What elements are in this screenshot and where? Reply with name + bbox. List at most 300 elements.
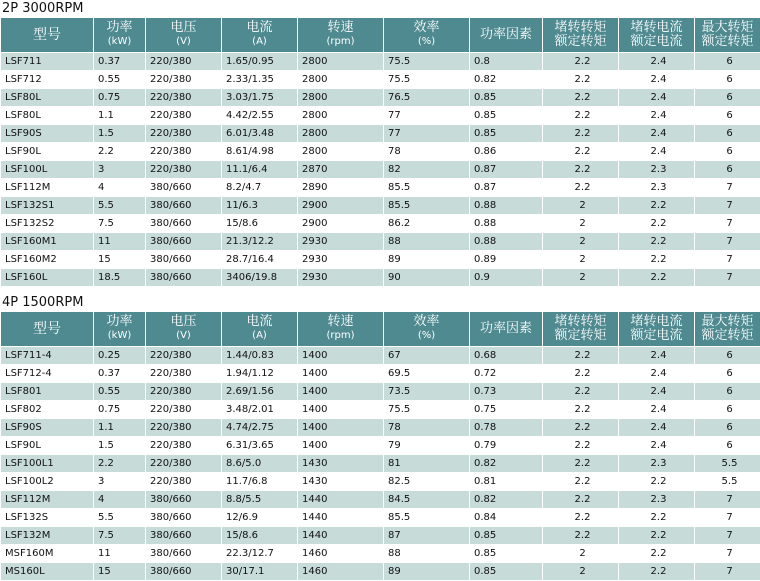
- cell-current: 6.01/3.48: [222, 125, 298, 143]
- header-max-torque-ratio: 最大转矩 额定转矩: [695, 312, 760, 347]
- cell-efficiency: 82.5: [384, 473, 470, 491]
- cell-efficiency: 81: [384, 455, 470, 473]
- cell-power-factor: 0.85: [470, 89, 543, 107]
- cell-voltage: 220/380: [146, 107, 222, 125]
- cell-locked-torque-ratio: 2.2: [543, 401, 619, 419]
- cell-power: 5.5: [94, 509, 146, 527]
- cell-max-torque-ratio: 5.5: [695, 473, 760, 491]
- cell-locked-current-ratio: 2.4: [619, 401, 695, 419]
- cell-max-torque-ratio: 6: [695, 71, 760, 89]
- cell-locked-current-ratio: 2.4: [619, 89, 695, 107]
- cell-voltage: 220/380: [146, 347, 222, 365]
- cell-max-torque-ratio: 5.5: [695, 455, 760, 473]
- cell-model: LSF100L1: [1, 455, 94, 473]
- cell-speed: 2900: [298, 215, 384, 233]
- cell-max-torque-ratio: 6: [695, 347, 760, 365]
- cell-power: 0.55: [94, 71, 146, 89]
- cell-current: 8.6/5.0: [222, 455, 298, 473]
- header-locked-torque-ratio: 堵转转矩 额定转矩: [543, 312, 619, 347]
- cell-current: 11/6.3: [222, 197, 298, 215]
- cell-model: LSF132M: [1, 527, 94, 545]
- section-gap: [0, 287, 760, 294]
- header-current: 电流 (A): [222, 312, 298, 347]
- cell-speed: 1460: [298, 545, 384, 563]
- cell-power-factor: 0.85: [470, 107, 543, 125]
- cell-locked-torque-ratio: 2.2: [543, 365, 619, 383]
- cell-power: 4: [94, 179, 146, 197]
- cell-max-torque-ratio: 6: [695, 437, 760, 455]
- cell-speed: 1440: [298, 527, 384, 545]
- cell-power-factor: 0.81: [470, 473, 543, 491]
- cell-locked-current-ratio: 2.2: [619, 269, 695, 287]
- header-model: 型号: [1, 18, 94, 53]
- cell-efficiency: 75.5: [384, 71, 470, 89]
- cell-current: 1.65/0.95: [222, 53, 298, 71]
- cell-locked-torque-ratio: 2: [543, 545, 619, 563]
- table-row: [1, 365, 760, 383]
- cell-locked-current-ratio: 2.4: [619, 125, 695, 143]
- cell-model: LSF802: [1, 401, 94, 419]
- spec-table: [0, 311, 760, 581]
- cell-model: MS160L: [1, 563, 94, 581]
- cell-power-factor: 0.82: [470, 71, 543, 89]
- cell-speed: 2900: [298, 197, 384, 215]
- table-row: [1, 233, 760, 251]
- header-efficiency: 效率 (%): [384, 312, 470, 347]
- cell-locked-torque-ratio: 2.2: [543, 347, 619, 365]
- cell-model: LSF711-4: [1, 347, 94, 365]
- cell-locked-torque-ratio: 2: [543, 197, 619, 215]
- cell-efficiency: 88: [384, 545, 470, 563]
- cell-power-factor: 0.88: [470, 215, 543, 233]
- cell-power: 0.37: [94, 53, 146, 71]
- cell-locked-current-ratio: 2.4: [619, 347, 695, 365]
- cell-speed: 1400: [298, 383, 384, 401]
- cell-efficiency: 78: [384, 143, 470, 161]
- cell-power-factor: 0.87: [470, 179, 543, 197]
- cell-max-torque-ratio: 6: [695, 383, 760, 401]
- cell-speed: 2800: [298, 89, 384, 107]
- cell-max-torque-ratio: 7: [695, 179, 760, 197]
- cell-model: LSF80L: [1, 107, 94, 125]
- cell-model: LSF132S1: [1, 197, 94, 215]
- cell-locked-current-ratio: 2.4: [619, 365, 695, 383]
- cell-max-torque-ratio: 6: [695, 401, 760, 419]
- cell-model: LSF801: [1, 383, 94, 401]
- cell-speed: 1460: [298, 563, 384, 581]
- cell-efficiency: 76.5: [384, 89, 470, 107]
- cell-power: 1.1: [94, 419, 146, 437]
- cell-efficiency: 86.2: [384, 215, 470, 233]
- cell-current: 15/8.6: [222, 215, 298, 233]
- cell-power-factor: 0.88: [470, 233, 543, 251]
- cell-speed: 1400: [298, 437, 384, 455]
- cell-locked-current-ratio: 2.2: [619, 197, 695, 215]
- cell-efficiency: 84.5: [384, 491, 470, 509]
- header-row: [1, 18, 760, 53]
- cell-power-factor: 0.87: [470, 161, 543, 179]
- cell-efficiency: 89: [384, 251, 470, 269]
- table-row: [1, 71, 760, 89]
- table-row: [1, 437, 760, 455]
- cell-locked-torque-ratio: 2.2: [543, 107, 619, 125]
- cell-power-factor: 0.68: [470, 347, 543, 365]
- cell-voltage: 220/380: [146, 71, 222, 89]
- cell-efficiency: 79: [384, 437, 470, 455]
- cell-power-factor: 0.8: [470, 53, 543, 71]
- header-power-factor: 功率因素: [470, 312, 543, 347]
- cell-power-factor: 0.79: [470, 437, 543, 455]
- cell-model: MSF160M: [1, 545, 94, 563]
- cell-locked-current-ratio: 2.4: [619, 383, 695, 401]
- cell-power: 1.1: [94, 107, 146, 125]
- table-row: [1, 491, 760, 509]
- cell-current: 3406/19.8: [222, 269, 298, 287]
- cell-locked-torque-ratio: 2.2: [543, 473, 619, 491]
- cell-power: 0.25: [94, 347, 146, 365]
- table-row: [1, 143, 760, 161]
- cell-model: LSF90S: [1, 125, 94, 143]
- cell-power: 2.2: [94, 143, 146, 161]
- cell-max-torque-ratio: 6: [695, 89, 760, 107]
- cell-current: 21.3/12.2: [222, 233, 298, 251]
- header-speed: 转速 (rpm): [298, 18, 384, 53]
- cell-current: 30/17.1: [222, 563, 298, 581]
- cell-locked-torque-ratio: 2.2: [543, 179, 619, 197]
- cell-locked-torque-ratio: 2.2: [543, 509, 619, 527]
- table-row: [1, 125, 760, 143]
- cell-current: 1.44/0.83: [222, 347, 298, 365]
- cell-power: 1.5: [94, 125, 146, 143]
- header-power: 功率 (kW): [94, 18, 146, 53]
- cell-current: 3.03/1.75: [222, 89, 298, 107]
- cell-model: LSF132S: [1, 509, 94, 527]
- cell-power-factor: 0.85: [470, 527, 543, 545]
- cell-current: 28.7/16.4: [222, 251, 298, 269]
- cell-power: 11: [94, 545, 146, 563]
- cell-model: LSF712: [1, 71, 94, 89]
- cell-efficiency: 89: [384, 563, 470, 581]
- table-row: [1, 215, 760, 233]
- cell-power: 15: [94, 563, 146, 581]
- cell-max-torque-ratio: 7: [695, 269, 760, 287]
- cell-speed: 2870: [298, 161, 384, 179]
- cell-power-factor: 0.82: [470, 491, 543, 509]
- cell-power: 2.2: [94, 455, 146, 473]
- cell-locked-torque-ratio: 2: [543, 233, 619, 251]
- header-model: 型号: [1, 312, 94, 347]
- table-row: [1, 53, 760, 71]
- cell-efficiency: 75.5: [384, 53, 470, 71]
- cell-max-torque-ratio: 6: [695, 107, 760, 125]
- cell-voltage: 220/380: [146, 53, 222, 71]
- cell-power: 0.37: [94, 365, 146, 383]
- cell-power: 0.75: [94, 401, 146, 419]
- cell-efficiency: 75.5: [384, 401, 470, 419]
- cell-model: LSF112M: [1, 491, 94, 509]
- cell-model: LSF711: [1, 53, 94, 71]
- cell-locked-torque-ratio: 2.2: [543, 491, 619, 509]
- cell-locked-torque-ratio: 2.2: [543, 53, 619, 71]
- cell-locked-current-ratio: 2.2: [619, 251, 695, 269]
- cell-speed: 2930: [298, 233, 384, 251]
- cell-voltage: 220/380: [146, 437, 222, 455]
- cell-speed: 1430: [298, 455, 384, 473]
- cell-model: LSF112M: [1, 179, 94, 197]
- header-power: 功率 (kW): [94, 312, 146, 347]
- cell-max-torque-ratio: 7: [695, 197, 760, 215]
- cell-power-factor: 0.85: [470, 125, 543, 143]
- cell-voltage: 380/660: [146, 491, 222, 509]
- table-row: [1, 527, 760, 545]
- header-locked-current-ratio: 堵转电流 额定电流: [619, 312, 695, 347]
- cell-max-torque-ratio: 7: [695, 563, 760, 581]
- cell-locked-torque-ratio: 2: [543, 563, 619, 581]
- cell-efficiency: 77: [384, 107, 470, 125]
- cell-locked-current-ratio: 2.2: [619, 215, 695, 233]
- header-voltage: 电压 (V): [146, 312, 222, 347]
- cell-max-torque-ratio: 7: [695, 545, 760, 563]
- cell-current: 11.1/6.4: [222, 161, 298, 179]
- cell-locked-current-ratio: 2.2: [619, 545, 695, 563]
- cell-power-factor: 0.84: [470, 509, 543, 527]
- header-max-torque-ratio: 最大转矩 额定转矩: [695, 18, 760, 53]
- cell-voltage: 220/380: [146, 419, 222, 437]
- cell-locked-current-ratio: 2.3: [619, 491, 695, 509]
- cell-power: 0.75: [94, 89, 146, 107]
- header-locked-torque-ratio: 堵转转矩 额定转矩: [543, 18, 619, 53]
- cell-voltage: 220/380: [146, 365, 222, 383]
- cell-voltage: 220/380: [146, 143, 222, 161]
- cell-model: LSF160L: [1, 269, 94, 287]
- cell-voltage: 380/660: [146, 545, 222, 563]
- cell-max-torque-ratio: 7: [695, 215, 760, 233]
- cell-speed: 2800: [298, 53, 384, 71]
- cell-locked-current-ratio: 2.2: [619, 509, 695, 527]
- cell-power-factor: 0.72: [470, 365, 543, 383]
- cell-efficiency: 85.5: [384, 509, 470, 527]
- table-row: [1, 89, 760, 107]
- cell-max-torque-ratio: 6: [695, 419, 760, 437]
- cell-power: 3: [94, 473, 146, 491]
- cell-locked-torque-ratio: 2.2: [543, 419, 619, 437]
- cell-model: LSF160M2: [1, 251, 94, 269]
- cell-locked-current-ratio: 2.2: [619, 233, 695, 251]
- cell-current: 4.42/2.55: [222, 107, 298, 125]
- cell-locked-current-ratio: 2.3: [619, 455, 695, 473]
- cell-current: 15/8.6: [222, 527, 298, 545]
- cell-power: 3: [94, 161, 146, 179]
- cell-efficiency: 73.5: [384, 383, 470, 401]
- cell-locked-current-ratio: 2.3: [619, 161, 695, 179]
- table-row: [1, 269, 760, 287]
- cell-locked-torque-ratio: 2.2: [543, 437, 619, 455]
- header-locked-current-ratio: 堵转电流 额定电流: [619, 18, 695, 53]
- cell-voltage: 220/380: [146, 161, 222, 179]
- cell-locked-torque-ratio: 2.2: [543, 143, 619, 161]
- cell-power: 7.5: [94, 527, 146, 545]
- cell-power: 1.5: [94, 437, 146, 455]
- cell-locked-torque-ratio: 2.2: [543, 455, 619, 473]
- cell-max-torque-ratio: 7: [695, 527, 760, 545]
- cell-power: 18.5: [94, 269, 146, 287]
- header-efficiency: 效率 (%): [384, 18, 470, 53]
- cell-speed: 2800: [298, 107, 384, 125]
- cell-locked-current-ratio: 2.4: [619, 53, 695, 71]
- cell-efficiency: 90: [384, 269, 470, 287]
- cell-current: 6.31/3.65: [222, 437, 298, 455]
- cell-power: 15: [94, 251, 146, 269]
- table-row: [1, 107, 760, 125]
- cell-efficiency: 85.5: [384, 197, 470, 215]
- cell-model: LSF100L: [1, 161, 94, 179]
- cell-max-torque-ratio: 7: [695, 251, 760, 269]
- cell-speed: 2930: [298, 269, 384, 287]
- cell-voltage: 380/660: [146, 563, 222, 581]
- cell-max-torque-ratio: 6: [695, 365, 760, 383]
- cell-locked-torque-ratio: 2.2: [543, 527, 619, 545]
- cell-power-factor: 0.85: [470, 545, 543, 563]
- header-row: [1, 312, 760, 347]
- cell-current: 8.61/4.98: [222, 143, 298, 161]
- section-title: 4P 1500RPM: [0, 294, 760, 311]
- cell-efficiency: 88: [384, 233, 470, 251]
- cell-max-torque-ratio: 7: [695, 491, 760, 509]
- table-row: [1, 509, 760, 527]
- cell-max-torque-ratio: 7: [695, 509, 760, 527]
- cell-efficiency: 85.5: [384, 179, 470, 197]
- cell-max-torque-ratio: 6: [695, 143, 760, 161]
- header-speed: 转速 (rpm): [298, 312, 384, 347]
- cell-model: LSF100L2: [1, 473, 94, 491]
- cell-voltage: 380/660: [146, 269, 222, 287]
- cell-voltage: 220/380: [146, 455, 222, 473]
- cell-locked-torque-ratio: 2: [543, 215, 619, 233]
- cell-max-torque-ratio: 6: [695, 53, 760, 71]
- table-row: [1, 473, 760, 491]
- cell-power-factor: 0.78: [470, 419, 543, 437]
- cell-voltage: 380/660: [146, 215, 222, 233]
- cell-efficiency: 77: [384, 125, 470, 143]
- cell-locked-torque-ratio: 2.2: [543, 161, 619, 179]
- cell-current: 3.48/2.01: [222, 401, 298, 419]
- cell-voltage: 380/660: [146, 179, 222, 197]
- cell-max-torque-ratio: 6: [695, 125, 760, 143]
- cell-current: 2.33/1.35: [222, 71, 298, 89]
- cell-power: 0.55: [94, 383, 146, 401]
- cell-power: 11: [94, 233, 146, 251]
- cell-voltage: 220/380: [146, 125, 222, 143]
- table-row: [1, 161, 760, 179]
- table-row: [1, 419, 760, 437]
- cell-power: 5.5: [94, 197, 146, 215]
- table-row: [1, 383, 760, 401]
- cell-power: 7.5: [94, 215, 146, 233]
- cell-efficiency: 87: [384, 527, 470, 545]
- cell-power-factor: 0.88: [470, 197, 543, 215]
- header-power-factor: 功率因素: [470, 18, 543, 53]
- cell-speed: 1430: [298, 473, 384, 491]
- table-row: [1, 455, 760, 473]
- cell-current: 8.2/4.7: [222, 179, 298, 197]
- header-current: 电流 (A): [222, 18, 298, 53]
- cell-speed: 1400: [298, 347, 384, 365]
- cell-model: LSF80L: [1, 89, 94, 107]
- cell-voltage: 380/660: [146, 509, 222, 527]
- spec-table: [0, 17, 760, 287]
- cell-locked-current-ratio: 2.2: [619, 563, 695, 581]
- cell-speed: 1440: [298, 509, 384, 527]
- section-title: 2P 3000RPM: [0, 0, 760, 17]
- table-row: [1, 197, 760, 215]
- cell-voltage: 380/660: [146, 527, 222, 545]
- table-row: [1, 251, 760, 269]
- cell-current: 8.8/5.5: [222, 491, 298, 509]
- cell-speed: 2890: [298, 179, 384, 197]
- cell-model: LSF90L: [1, 437, 94, 455]
- cell-voltage: 220/380: [146, 383, 222, 401]
- cell-locked-current-ratio: 2.2: [619, 527, 695, 545]
- cell-locked-current-ratio: 2.4: [619, 437, 695, 455]
- cell-speed: 2800: [298, 71, 384, 89]
- cell-speed: 2930: [298, 251, 384, 269]
- cell-locked-torque-ratio: 2.2: [543, 383, 619, 401]
- cell-current: 12/6.9: [222, 509, 298, 527]
- cell-model: LSF132S2: [1, 215, 94, 233]
- cell-locked-torque-ratio: 2.2: [543, 71, 619, 89]
- cell-current: 22.3/12.7: [222, 545, 298, 563]
- table-row: [1, 401, 760, 419]
- cell-max-torque-ratio: 6: [695, 161, 760, 179]
- cell-efficiency: 69.5: [384, 365, 470, 383]
- cell-power-factor: 0.75: [470, 401, 543, 419]
- cell-voltage: 220/380: [146, 401, 222, 419]
- cell-power: 4: [94, 491, 146, 509]
- cell-efficiency: 82: [384, 161, 470, 179]
- cell-voltage: 380/660: [146, 251, 222, 269]
- cell-locked-current-ratio: 2.3: [619, 179, 695, 197]
- cell-speed: 2800: [298, 125, 384, 143]
- cell-current: 1.94/1.12: [222, 365, 298, 383]
- cell-speed: 2800: [298, 143, 384, 161]
- cell-current: 2.69/1.56: [222, 383, 298, 401]
- cell-max-torque-ratio: 7: [695, 233, 760, 251]
- cell-speed: 1400: [298, 401, 384, 419]
- cell-locked-current-ratio: 2.4: [619, 143, 695, 161]
- cell-locked-torque-ratio: 2: [543, 269, 619, 287]
- cell-locked-torque-ratio: 2.2: [543, 125, 619, 143]
- table-row: [1, 347, 760, 365]
- table-row: [1, 563, 760, 581]
- cell-power-factor: 0.82: [470, 455, 543, 473]
- cell-locked-current-ratio: 2.4: [619, 419, 695, 437]
- cell-efficiency: 67: [384, 347, 470, 365]
- cell-model: LSF90S: [1, 419, 94, 437]
- cell-model: LSF90L: [1, 143, 94, 161]
- cell-power-factor: 0.85: [470, 563, 543, 581]
- cell-speed: 1440: [298, 491, 384, 509]
- table-row: [1, 179, 760, 197]
- cell-voltage: 220/380: [146, 89, 222, 107]
- header-voltage: 电压 (V): [146, 18, 222, 53]
- cell-efficiency: 78: [384, 419, 470, 437]
- cell-model: LSF712-4: [1, 365, 94, 383]
- cell-speed: 1400: [298, 419, 384, 437]
- table-row: [1, 545, 760, 563]
- cell-locked-current-ratio: 2.4: [619, 107, 695, 125]
- cell-locked-current-ratio: 2.4: [619, 71, 695, 89]
- cell-model: LSF160M1: [1, 233, 94, 251]
